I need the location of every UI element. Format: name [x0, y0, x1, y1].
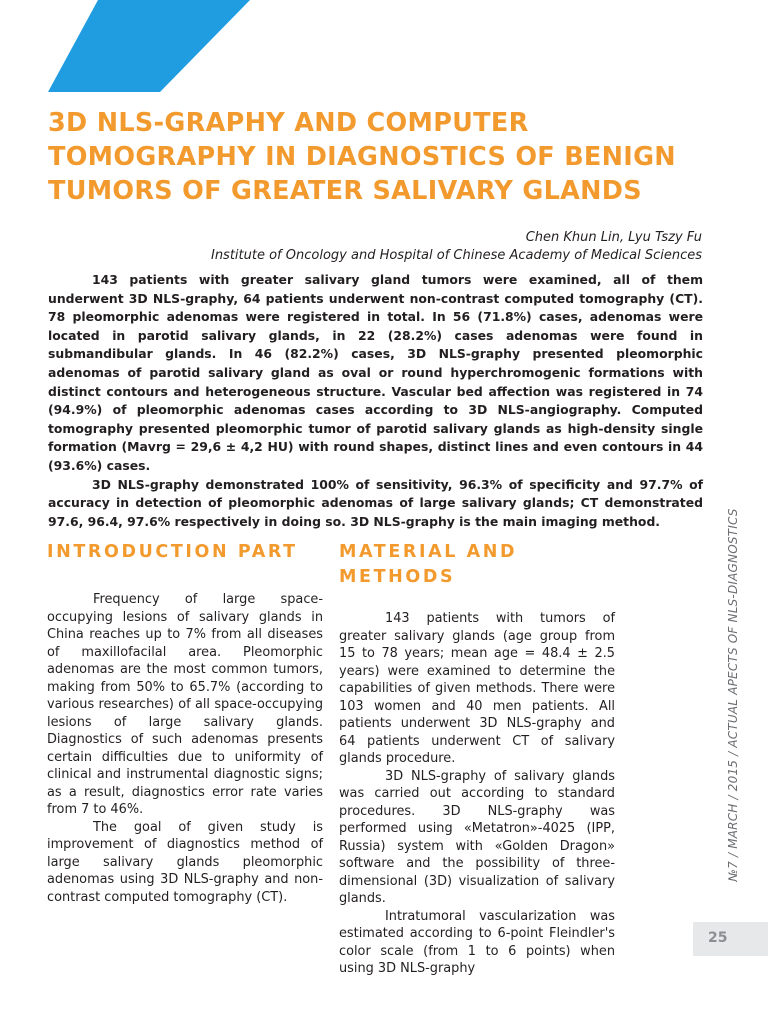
- methods-body: [339, 610, 615, 978]
- decoration-shape: [48, 0, 250, 92]
- introduction-heading: INTRODUCTION PART: [47, 542, 298, 562]
- running-header-text: №7 / MARCH / 2015 / ACTUAL APECTS OF NLS-DIAGNOSTICS: [726, 508, 740, 882]
- introduction-column: [47, 540, 323, 906]
- abstract-paragraph: 143 patients with greater salivary gland tumors were examined, all of them underwent 3D NLS-graphy, 64 patients underwent non-contrast computed tomography (CT). 78 pleomorphic adenomas were registered in total. In 56 (71.8%) cases, adenomas were located in parotid salivary glands, in 22 (28.2%) cases adenomas were found in submandibular glands. In 46 (82.2%) cases, 3D NLS-graphy presented pleomorphic adenomas of parotid salivary gland as oval or round hyperchromogenic formations with distinct contours and heterogeneous structure. Vascular bed affection was registered in 74 (94.9%) of pleomorphic adenomas cases according to 3D NLS-angiography. Computed tomography presented pleomorphic tumor of parotid salivary glands as high-density single formation (Mavrg = 29,6 ± 4,2 HU) with round shapes, distinct lines and even contours in 44 (93.6%) cases.: [48, 272, 703, 473]
- body-paragraph: 3D NLS-graphy of salivary glands was carried out according to standard procedures. 3D NLS-graphy was performed using «Metatron»-4025 (IPP, Russia) system with «Golden Dragon» software and the possibility of three-dimensional (3D) visualization of salivary glands.: [339, 768, 615, 906]
- methods-heading: MATERIAL AND METHODS: [339, 542, 518, 587]
- abstract: [48, 271, 703, 531]
- affiliation: Institute of Oncology and Hospital of Chinese Academy of Medical Sciences: [210, 248, 702, 263]
- page-number-tab: [693, 922, 768, 956]
- page-number: 25: [708, 930, 728, 946]
- body-paragraph: Frequency of large space-occupying lesions of salivary glands in China reaches up to 7% from all diseases of maxillofacilal area. Pleomorphic adenomas are the most common tumors, making from 50% to 65.7% (according to various researches) of all space-occupying lesions of large salivary glands. Diagnostics of such adenomas presents certain difficulties due to uniformity of clinical and instrumental diagnostic signs; as a result, diagnostics error rate varies from 7 to 46%.: [47, 592, 323, 817]
- abstract-paragraph: 3D NLS-graphy demonstrated 100% of sensitivity, 96.3% of specificity and 97.7% of accuracy in detection of pleomorphic adenomas of large salivary glands; CT demonstrated 97.6, 96.4, 97.6% respectively in doing so. 3D NLS-graphy is the main imaging method.: [48, 476, 703, 529]
- body-paragraph: 143 patients with tumors of greater salivary glands (age group from 15 to 78 years; mean age = 48.4 ± 2.5 years) were examined to determine the capabilities of given methods. There were 103 women and 40 men patients. All patients underwent 3D NLS-graphy and 64 patients underwent CT of salivary glands procedure.: [339, 611, 615, 766]
- blue-parallelogram-decoration: [0, 0, 250, 92]
- introduction-body: [47, 591, 323, 906]
- running-header: [720, 508, 746, 882]
- body-paragraph: The goal of given study is improvement of diagnostics method of large salivary glands pleomorphic adenomas using 3D NLS-graphy and non-contrast computed tomography (CT).: [47, 819, 323, 905]
- authors: Chen Khun Lin, Lyu Tszy Fu: [525, 230, 702, 245]
- methods-column: [339, 540, 615, 978]
- article-title: 3D NLS-GRAPHY AND COMPUTER TOMOGRAPHY IN DIAGNOSTICS OF BENIGN TUMORS OF GREATER SALIVARY GLANDS: [48, 108, 676, 206]
- body-paragraph: Intratumoral vascularization was estimated according to 6-point Fleindler's color scale (from 1 to 6 points) when using 3D NLS-graphy: [339, 908, 615, 976]
- author-block: [211, 229, 702, 265]
